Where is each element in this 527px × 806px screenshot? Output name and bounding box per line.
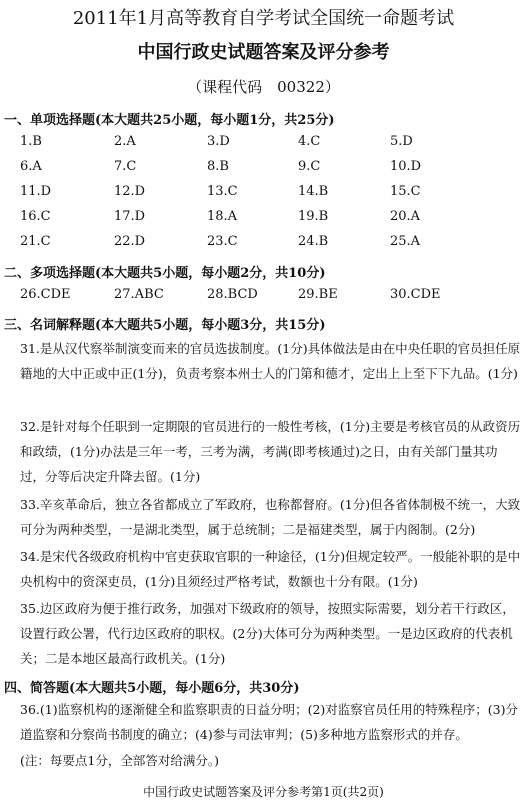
answer-cell: 1.B — [20, 134, 42, 149]
exam-title: 2011年1月高等教育自学考试全国统一命题考试 — [72, 8, 455, 29]
answer-row — [20, 234, 520, 254]
answer-row — [20, 134, 520, 154]
answer-cell: 21.C — [20, 234, 51, 249]
answer-cell: 16.C — [20, 209, 51, 224]
answer-cell: 20.A — [390, 209, 421, 224]
answer-cell: 29.BE — [298, 287, 338, 302]
document-title: 中国行政史试题答案及评分参考 — [137, 42, 390, 63]
answer-cell: 8.B — [207, 159, 229, 174]
answer-item-33: 33.辛亥革命后，独立各省都成立了军政府，也称都督府。(1分)但各省体制极不统一，大致可分为两种类型，一是湖北类型，属于总统制；二是福建类型，属于内阁制。(2分) — [20, 497, 521, 537]
answer-cell: 11.D — [20, 184, 52, 199]
answer-row — [20, 287, 520, 307]
page-footer: 中国行政史试题答案及评分参考第1页(共2页) — [143, 785, 384, 799]
answer-row — [20, 184, 520, 204]
course-code: （课程代码 00322） — [187, 78, 340, 96]
answer-cell: 25.A — [390, 234, 421, 249]
answer-row — [20, 159, 520, 179]
answer-cell: 30.CDE — [390, 287, 441, 302]
answer-item-35: 35.边区政府为便于推行政务，加强对下级政府的领导，按照实际需要，划分若干行政区，设置行政公署，代行边区政府的职权。(2分)大体可分为两种类型。一是边区政府的代表机关；二是本地区最高行政机关。(1分) — [20, 601, 515, 666]
answer-cell: 4.C — [298, 134, 321, 149]
answer-item-32: 32.是针对每个任职到一定期限的官员进行的一般性考核，(1分)主要是考核官员的从政资历和政绩，(1分)办法是三年一考，三考为满，考满(即考核通过)之日，由有关部门量其功过，分等后决定升降去留。(1分) — [20, 419, 521, 484]
answer-cell: 14.B — [298, 184, 329, 199]
answer-item-36: 36.(1)监察机构的逐渐健全和监察职责的日益分明；(2)对监察官员任用的特殊程序；(3)分道监察和分察尚书制度的确立；(4)参与司法审判；(5)多种地方监察形式的并存。 — [20, 702, 518, 742]
section4-heading: 四、简答题(本大题共5小题，每小题6分，共30分) — [4, 681, 300, 696]
answer-item-31: 31.是从汉代察举制演变而来的官员选拔制度。(1分)具体做法是由在中央任职的官员担任原籍地的大中正或中正(1分)，负责考察本州士人的门第和德才，定出上上至下下九品。(1分) — [20, 341, 521, 381]
scoring-note: (注：每要点1分，全部答对给满分。) — [20, 753, 219, 768]
answer-cell: 3.D — [207, 134, 230, 149]
answer-cell: 15.C — [390, 184, 421, 199]
answer-cell: 23.C — [207, 234, 238, 249]
answer-cell: 18.A — [207, 209, 238, 224]
answer-cell: 24.B — [298, 234, 329, 249]
answer-cell: 9.C — [298, 159, 321, 174]
section3-heading: 三、名词解释题(本大题共5小题，每小题3分，共15分) — [4, 318, 326, 333]
answer-cell: 22.D — [114, 234, 146, 249]
answer-cell: 17.D — [114, 209, 146, 224]
answer-item-34: 34.是宋代各级政府机构中官吏获取官职的一种途径，(1分)但规定较严。一般能补职的是中央机构中的资深吏员，(1分)且须经过严格考试，数额也十分有限。(1分) — [20, 549, 521, 589]
answer-cell: 2.A — [114, 134, 136, 149]
answer-cell: 12.D — [114, 184, 146, 199]
section2-heading: 二、多项选择题(本大题共5小题，每小题2分，共10分) — [4, 266, 326, 281]
answer-cell: 10.D — [390, 159, 422, 174]
answer-cell: 26.CDE — [20, 287, 71, 302]
answer-cell: 19.B — [298, 209, 329, 224]
section1-heading: 一、单项选择题(本大题共25小题，每小题1分，共25分) — [4, 113, 335, 128]
answer-cell: 7.C — [114, 159, 137, 174]
answer-cell: 27.ABC — [114, 287, 164, 302]
answer-cell: 5.D — [390, 134, 413, 149]
answer-cell: 6.A — [20, 159, 42, 174]
answer-cell: 28.BCD — [207, 287, 258, 302]
answer-row — [20, 209, 520, 229]
answer-cell: 13.C — [207, 184, 238, 199]
